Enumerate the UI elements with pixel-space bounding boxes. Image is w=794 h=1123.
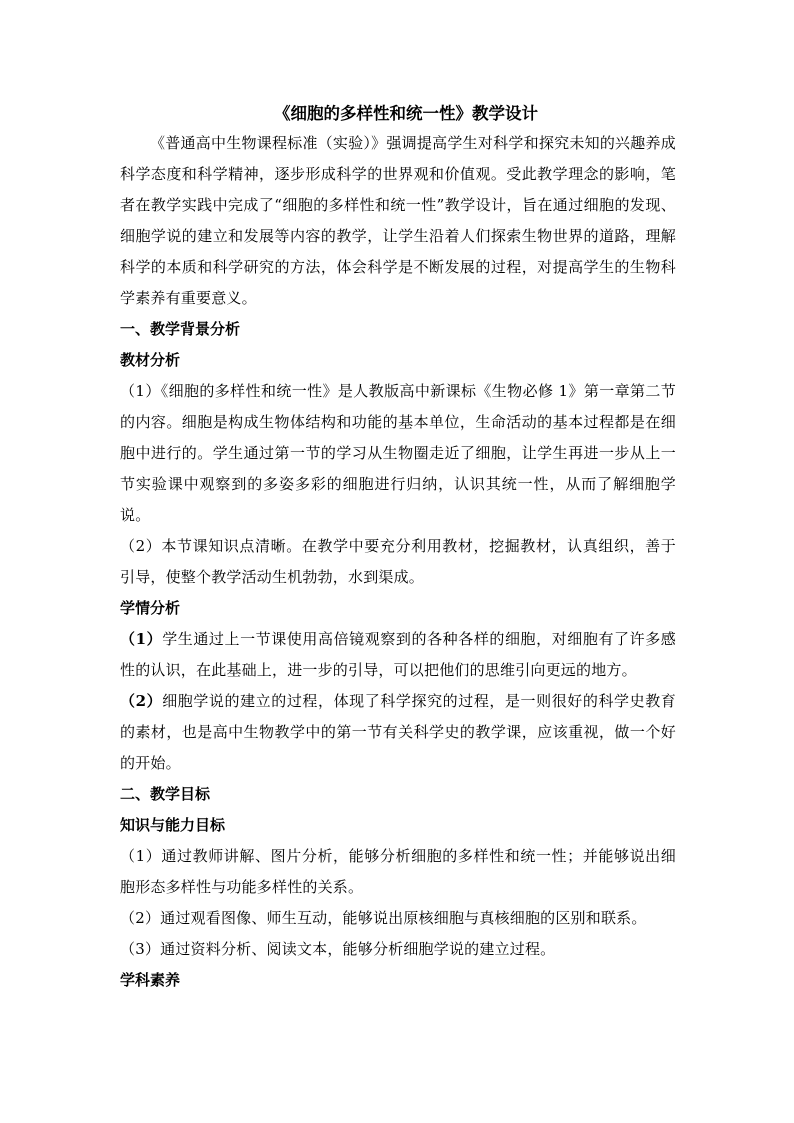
item-text: 本节课知识点清晰。在教学中要充分利用教材，挖掘教材，认真组织，善于引导，使整个教学活动生机勃勃，水到渠成。 xyxy=(120,537,676,586)
section-teaching-goals xyxy=(120,779,676,996)
item-number: （2） xyxy=(120,909,161,927)
section-heading: 二、教学目标 xyxy=(120,785,211,803)
item-text: 通过教师讲解、图片分析，能够分析细胞的多样性和统一性；并能够说出细胞形态多样性与功能多样性的关系。 xyxy=(120,847,676,896)
intro-paragraph: 《普通高中生物课程标准（实验）》强调提高学生对科学和探究未知的兴趣养成科学态度和科学精神，逐步形成科学的世界观和价值观。受此教学理念的影响，笔者在教学实践中完成了“细胞的多样性和统一性”教学设计，旨在通过细胞的发现、细胞学说的建立和发展等内容的教学，让学生沿着人们探索生物世界的道路，理解科学的本质和科学研究的方法，体会科学是不断发展的过程，对提高学生的生物科学素养有重要意义。 xyxy=(120,134,676,307)
list-item xyxy=(120,376,676,531)
subsection-heading: 知识与能力目标 xyxy=(120,816,226,834)
item-number: （2） xyxy=(120,537,162,555)
item-number: （1） xyxy=(120,847,162,865)
document-title: 《细胞的多样性和统一性》教学设计 xyxy=(274,104,538,123)
item-text: 学生通过上一节课使用高倍镜观察到的各种各样的细胞，对细胞有了许多感性的认识，在此基础上，进一步的引导，可以把他们的思维引向更远的地方。 xyxy=(120,630,676,679)
item-number: （1） xyxy=(120,382,161,400)
item-number: （1） xyxy=(120,630,163,648)
item-text: 通过观看图像、师生互动，能够说出原核细胞与真核细胞的区别和联系。 xyxy=(160,909,647,927)
item-number: （2） xyxy=(120,692,163,710)
subsection-heading: 教材分析 xyxy=(120,351,181,369)
list-item xyxy=(120,624,676,686)
document-page xyxy=(120,100,676,996)
item-number: （3） xyxy=(120,940,161,958)
item-text: 通过资料分析、阅读文本，能够分析细胞学说的建立过程。 xyxy=(160,940,556,958)
item-text: 《细胞的多样性和统一性》是人教版高中新课标《生物必修 1》第一章第二节的内容。细胞是构成生物体结构和功能的基本单位，生命活动的基本过程都是在细胞中进行的。学生通过第一节的学习从生物圈走近了细胞，让学生再进一步从上一节实验课中观察到的多姿多彩的细胞进行归纳，认识其统一性，从而了解细胞学说。 xyxy=(120,382,676,524)
list-item xyxy=(120,934,676,965)
subsection-heading: 学科素养 xyxy=(120,971,181,989)
section-background-analysis xyxy=(120,314,676,779)
list-item xyxy=(120,531,676,593)
item-text: 细胞学说的建立的过程，体现了科学探究的过程，是一则很好的科学史教育的素材，也是高中生物教学中的第一节有关科学史的教学课，应该重视，做一个好的开始。 xyxy=(120,692,676,772)
section-heading: 一、教学背景分析 xyxy=(120,320,241,338)
list-item xyxy=(120,903,676,934)
subsection-heading: 学情分析 xyxy=(120,599,181,617)
list-item xyxy=(120,686,676,779)
list-item xyxy=(120,841,676,903)
